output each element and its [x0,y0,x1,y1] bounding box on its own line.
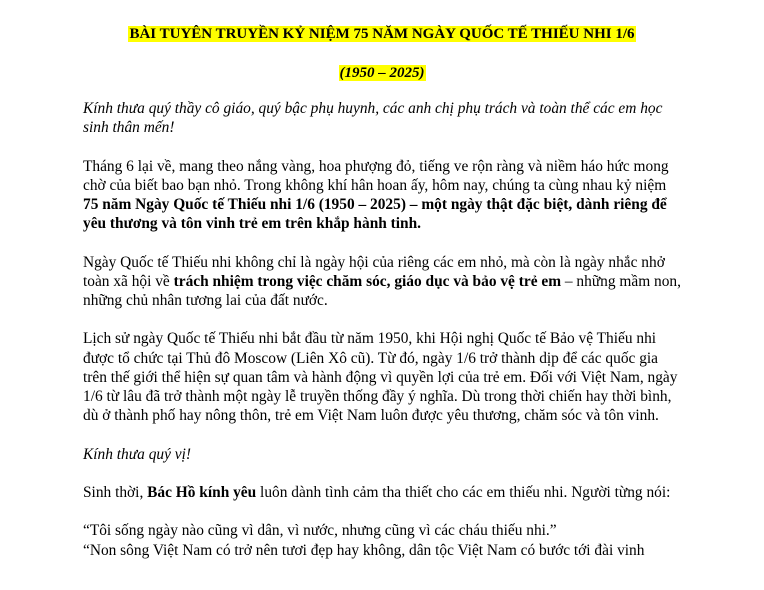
document-subtitle [0,63,764,83]
responsibility-text-b: – những mầm non, những chủ nhân tương lai của đất nước. [83,272,681,309]
intro-text-a: Tháng 6 lại về, mang theo nắng vàng, hoa phượng đỏ, tiếng ve rộn ràng và niềm háo hức mong chờ của biết bao bạn nhỏ. Trong không khí hân hoan ấy, hôm nay, chúng ta cùng nhau kỷ niệm [83,157,669,194]
quote-line-1 [83,521,683,540]
responsibility-paragraph [83,253,683,311]
uncle-ho-text-bold: Bác Hồ kính yêu [147,483,257,501]
intro-text-bold: 75 năm Ngày Quốc tế Thiếu nhi 1/6 (1950 – 2025) [83,196,406,213]
uncle-ho-paragraph [83,483,683,502]
address-text: Kính thưa quý vị! [83,445,191,463]
history-text: Lịch sử ngày Quốc tế Thiếu nhi bắt đầu từ năm 1950, khi Hội nghị Quốc tế Bảo vệ Thiếu nhi được tổ chức tại Thủ đô Moscow (Liên Xô cũ). Từ đó, ngày 1/6 trở thành dịp để các quốc gia trên thế giới thể hiện sự quan tâm và hành động vì quyền lợi của trẻ em. Đối với Việt Nam, ngày 1/6 từ lâu đã trở thành một ngày lễ truyền thống đầy ý nghĩa. Dù trong thời chiến hay thời bình, dù ở thành phố hay nông thôn, trẻ em Việt Nam luôn được yêu thương, chăm sóc và tôn vinh. [83,330,678,425]
address-paragraph [83,445,683,464]
uncle-ho-text-a: Sinh thời, [83,483,148,501]
document-title [0,24,764,44]
intro-paragraph [83,157,683,234]
quote-line-2 [83,541,683,560]
document-title-text: BÀI TUYÊN TRUYỀN KỶ NIỆM 75 NĂM NGÀY QUỐC TẾ THIẾU NHI 1/6 [129,26,635,42]
greeting-paragraph [83,99,683,137]
document-body [83,99,683,560]
responsibility-text-bold: trách nhiệm trong việc chăm sóc, giáo dục và bảo vệ trẻ em [173,272,562,290]
document-subtitle-text: (1950 – 2025) [339,65,425,81]
quote-1-text: “Tôi sống ngày nào cũng vì dân, vì nước, nhưng cũng vì các cháu thiếu nhi.” [83,522,557,540]
responsibility-text-a: Ngày Quốc tế Thiếu nhi không chỉ là ngày hội của riêng các em nhỏ, mà còn là ngày nhắc nhở toàn xã hội về [83,253,665,290]
greeting-text: Kính thưa quý thầy cô giáo, quý bậc phụ huynh, các anh chị phụ trách và toàn thể các em học sinh thân mến! [83,100,663,137]
uncle-ho-text-b: luôn dành tình cảm tha thiết cho các em thiếu nhi. Người từng nói: [256,483,671,501]
intro-text-b: – một ngày thật đặc biệt, dành riêng để yêu thương và tôn vinh trẻ em trên khắp hành tinh. [83,196,667,233]
quote-2-text: “Non sông Việt Nam có trở nên tươi đẹp hay không, dân tộc Việt Nam có bước tới đài vinh [83,541,645,559]
history-paragraph [83,329,683,425]
